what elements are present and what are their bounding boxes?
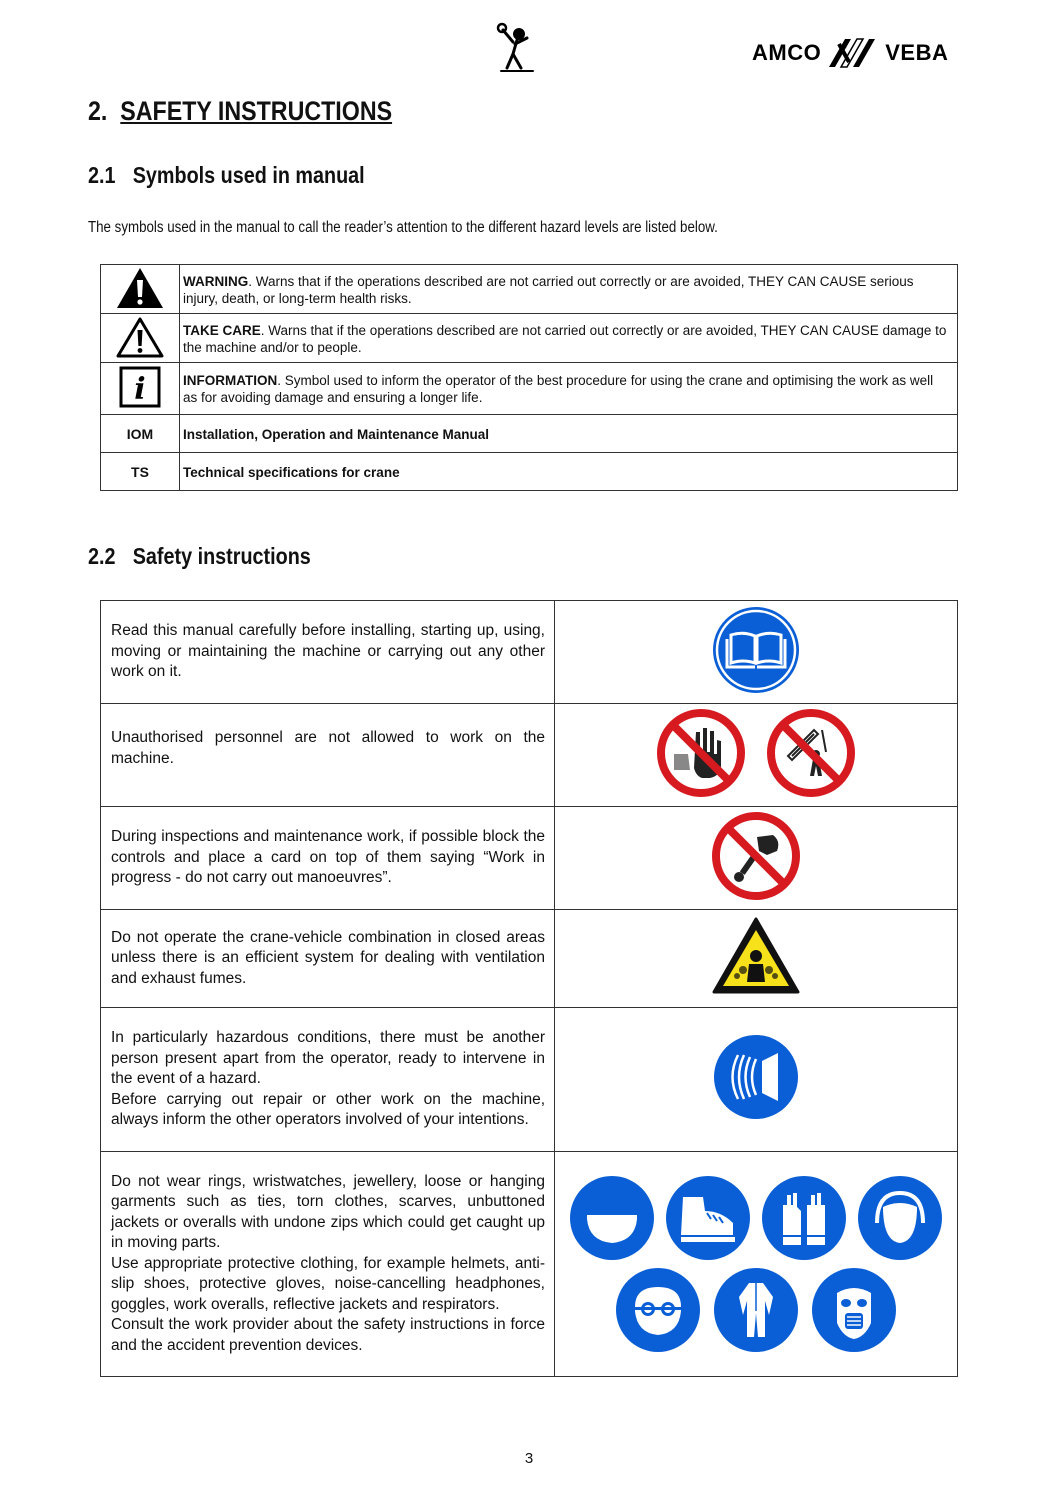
symbol-row-warning <box>101 265 958 314</box>
information-label: INFORMATION <box>183 373 278 388</box>
safety-text: In particularly hazardous conditions, there must be another person present apart from the operator, ready to intervene in the event of a hazard. <box>111 1029 545 1088</box>
safety-shoe-icon <box>665 1175 751 1261</box>
svg-text:i: i <box>134 372 146 407</box>
toxic-fumes-warning-icon <box>711 916 801 996</box>
symbols-intro: The symbols used in the manual to call the reader’s attention to the different hazard levels are listed below. <box>88 219 718 236</box>
safety-text: Before carrying out repair or other work on the machine, always inform the other operators involved of your intentions. <box>111 1090 545 1129</box>
abbreviation-row-iom <box>101 415 958 453</box>
ear-protection-icon <box>857 1175 943 1261</box>
brand-right: VEBA <box>885 40 949 65</box>
page-number: 3 <box>524 1450 534 1467</box>
take-care-text: . Warns that if the operations described are not carried out correctly or are avoided, THEY CAN CAUSE damage to the machine and/or to people. <box>183 322 947 355</box>
brand-emblem-icon <box>825 38 881 68</box>
abbreviation-iom-meaning: Installation, Operation and Maintenance Manual <box>180 415 958 453</box>
safety-text: Use appropriate protective clothing, for example helmets, anti-slip shoes, protective gloves, noise-cancelling headphones, goggles, work overalls, reflective jackets and respirators. <box>111 1254 545 1313</box>
take-care-label: TAKE CARE <box>183 322 261 338</box>
abbreviation-ts: TS <box>101 453 180 491</box>
overalls-icon <box>713 1267 799 1353</box>
gloves-icon <box>761 1175 847 1261</box>
section-heading-safety: 2.2 Safety instructions <box>88 543 311 569</box>
symbol-row-information <box>101 363 958 415</box>
safety-text: Do not wear rings, wristwatches, jewellery, loose or hanging garments such as ties, torn clothes, scarves, unbuttoned jackets or overalls with undone zips which could get caught up in moving parts. <box>111 1172 545 1252</box>
do-not-operate-controls-icon <box>711 811 801 901</box>
safety-text: Consult the work provider about the safety instructions in force and the accident prevention devices. <box>111 1316 545 1354</box>
abbreviation-row-ts <box>101 453 958 491</box>
brand-left: AMCO <box>752 40 822 65</box>
abbreviation-ts-meaning: Technical specifications for crane <box>180 453 958 491</box>
information-text: . Symbol used to inform the operator of the best procedure for using the crane and optimising the work as well as for avoiding damage and ensuring a longer life. <box>183 373 934 405</box>
safety-row <box>101 807 958 910</box>
safety-row <box>101 601 958 704</box>
brand-logo <box>752 38 948 68</box>
goggles-icon <box>615 1267 701 1353</box>
warning-label: WARNING <box>183 273 249 289</box>
safety-instructions-table <box>100 600 958 1377</box>
respirator-icon <box>811 1267 897 1353</box>
abbreviation-iom: IOM <box>101 415 180 453</box>
symbol-row-take-care <box>101 314 958 363</box>
read-manual-icon <box>711 605 801 695</box>
title-number: 2. <box>88 96 108 126</box>
symbols-table <box>100 264 958 491</box>
page-title <box>88 96 442 127</box>
safety-text: During inspections and maintenance work, if possible block the controls and place a card on top of them saying “Work in progress - do not carry out manoeuvres”. <box>111 828 545 887</box>
safety-text: Unauthorised personnel are not allowed to work on the machine. <box>111 729 545 767</box>
title-text: SAFETY INSTRUCTIONS <box>120 96 393 126</box>
safety-text: Read this manual carefully before installing, starting up, using, moving or maintaining the machine or carrying out any other work on it. <box>111 622 545 681</box>
horn-signal-icon <box>712 1033 800 1121</box>
warning-filled-triangle-icon <box>101 265 180 314</box>
worker-with-wrench-icon <box>493 22 541 74</box>
safety-row <box>101 1008 958 1152</box>
safety-row <box>101 704 958 807</box>
no-unauthorised-crane-access-icon <box>766 708 856 798</box>
no-access-hand-icon <box>656 708 746 798</box>
safety-row <box>101 1152 958 1377</box>
safety-text: Do not operate the crane-vehicle combination in closed areas unless there is an efficient system for dealing with ventilation and exhaust fumes. <box>111 928 545 987</box>
safety-row <box>101 910 958 1008</box>
helmet-icon <box>569 1175 655 1261</box>
section-heading-symbols: 2.1 Symbols used in manual <box>88 162 365 188</box>
take-care-outline-triangle-icon <box>101 314 180 363</box>
information-icon <box>101 363 180 415</box>
warning-text: . Warns that if the operations described are not carried out correctly or are avoided, THEY CAN CAUSE serious injury, death, or long-term health risks. <box>183 273 914 306</box>
